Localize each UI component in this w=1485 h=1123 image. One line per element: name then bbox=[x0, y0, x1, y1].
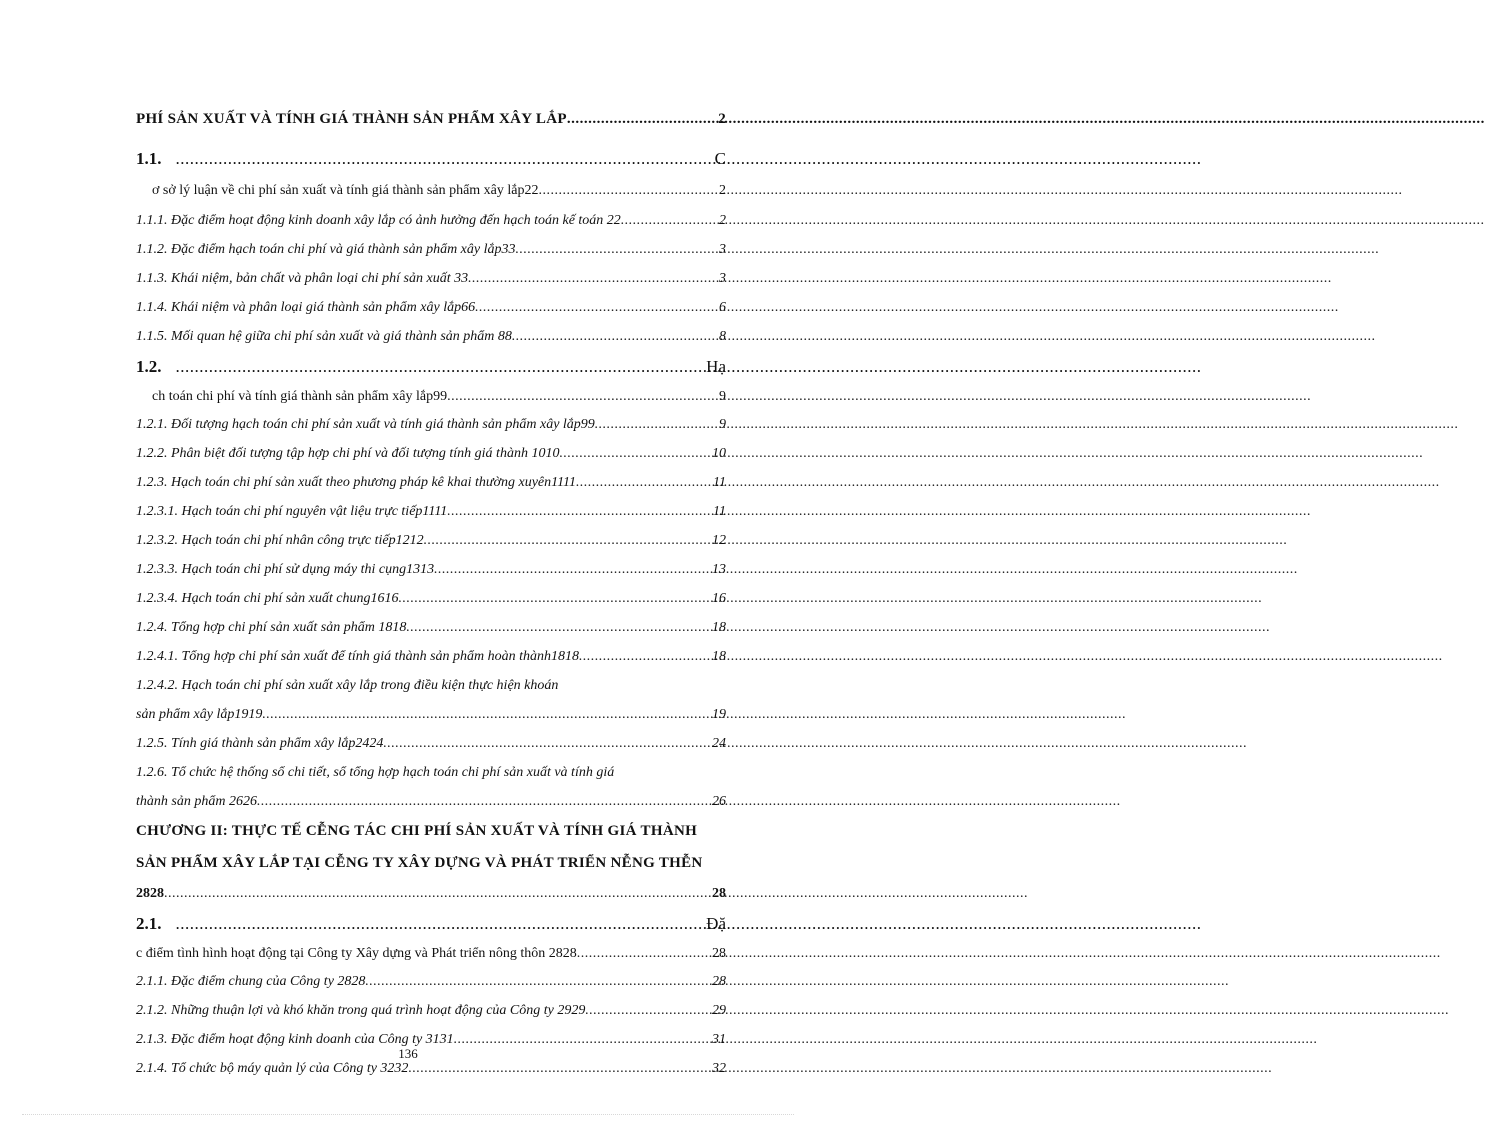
toc-chapter2-line2[interactable]: SẢN PHẨM XÂY LẮP TẠI CỄNG TY XÂY DỰNG VÀ PHÁT TRIỂN NỄNG THỄN bbox=[136, 855, 703, 871]
toc-entry-1-2-4-1[interactable]: 1.2.4.1. Tổng hợp chi phí sản xuất để tính giá thành sản phẩm hoàn thành1818 ..... 18 bbox=[136, 648, 726, 666]
toc-entry-2-1-1[interactable]: 2.1.1. Đặc điểm chung của Công ty 2828 ..... 28 bbox=[136, 973, 726, 991]
toc-entry-1-2[interactable]: 1.2. ..... Hạ bbox=[136, 358, 726, 380]
toc-entry-1-1-1[interactable]: 1.1.1. Đặc điểm hoạt động kinh doanh xây lắp có ảnh hưởng đến hạch toán kế toán 22 ..... 2 bbox=[136, 212, 726, 230]
toc-entry-1-2-3-1[interactable]: 1.2.3.1. Hạch toán chi phí nguyên vật liệu trực tiếp1111 ..... 11 bbox=[136, 503, 726, 521]
toc-entry-2-1-3[interactable]: 2.1.3. Đặc điểm hoạt động kinh doanh của Công ty 3131 ..... 31 bbox=[136, 1031, 726, 1049]
toc-entry-1-2-6-line1[interactable]: 1.2.6. Tổ chức hệ thống sổ chi tiết, sổ tổng hợp hạch toán chi phí sản xuất và tính giá bbox=[136, 765, 615, 780]
toc-entry-1-2-3[interactable]: 1.2.3. Hạch toán chi phí sản xuất theo phương pháp kê khai thường xuyên1111 ..... 11 bbox=[136, 474, 726, 492]
toc-entry-1-1-cont[interactable]: ơ sở lý luận về chi phí sản xuất và tính giá thành sản phẩm xây lắp22 ..... 2 bbox=[136, 182, 726, 202]
toc-entry-1-1-3[interactable]: 1.1.3. Khái niệm, bản chất và phân loại chi phí sản xuất 33 ..... 3 bbox=[136, 270, 726, 288]
toc-entry-2-1-4[interactable]: 2.1.4. Tổ chức bộ máy quản lý của Công ty 3232 ..... 32 bbox=[136, 1060, 726, 1078]
table-of-contents bbox=[136, 110, 726, 1078]
toc-entry-1-2-5[interactable]: 1.2.5. Tính giá thành sản phẩm xây lắp2424 ..... 24 bbox=[136, 735, 726, 753]
toc-entry-1-2-1[interactable]: 1.2.1. Đối tượng hạch toán chi phí sản xuất và tính giá thành sản phẩm xây lắp99 ..... 9 bbox=[136, 416, 726, 434]
toc-entry-1-2-6[interactable]: thành sản phẩm 2626 ..... 26 bbox=[136, 793, 726, 811]
toc-entry-chapter2[interactable]: 2828 ..... 28 bbox=[136, 885, 726, 903]
toc-entry-2-1-cont[interactable]: c điểm tình hình hoạt động tại Công ty Xây dựng và Phát triển nông thôn 2828 ..... 28 bbox=[136, 945, 726, 963]
toc-entry-1-2-3-3[interactable]: 1.2.3.3. Hạch toán chi phí sử dụng máy thi cụng1313 ..... 13 bbox=[136, 561, 726, 579]
toc-entry-1-2-4-2-line1[interactable]: 1.2.4.2. Hạch toán chi phí sản xuất xây lắp trong điều kiện thực hiện khoán bbox=[136, 678, 559, 693]
toc-entry-1-2-cont[interactable]: ch toán chi phí và tính giá thành sản phẩm xây lắp99 ..... 9 bbox=[136, 388, 726, 408]
toc-entry-1-1[interactable]: 1.1. ..... C bbox=[136, 150, 726, 172]
toc-entry-1-1-5[interactable]: 1.1.5. Mối quan hệ giữa chi phí sản xuất và giá thành sản phẩm 88 ..... 8 bbox=[136, 328, 726, 346]
toc-entry-chapter1-title[interactable]: PHÍ SẢN XUẤT VÀ TÍNH GIÁ THÀNH SẢN PHẨM XÂY LẮP ..... 2 bbox=[136, 110, 726, 136]
page-number: 136 bbox=[398, 1046, 418, 1061]
toc-entry-1-2-3-2[interactable]: 1.2.3.2. Hạch toán chi phí nhân công trực tiếp1212 ..... 12 bbox=[136, 532, 726, 550]
toc-entry-1-2-4[interactable]: 1.2.4. Tổng hợp chi phí sản xuất sản phẩm 1818 ..... 18 bbox=[136, 619, 726, 637]
toc-chapter2-line1[interactable]: CHƯƠNG II: THỰC TẾ CỄNG TÁC CHI PHÍ SẢN XUẤT VÀ TÍNH GIÁ THÀNH bbox=[136, 823, 698, 839]
toc-entry-1-2-4-2[interactable]: sản phẩm xây lắp1919 ..... 19 bbox=[136, 706, 726, 724]
toc-entry-2-1-2[interactable]: 2.1.2. Những thuận lợi và khó khăn trong quá trình hoạt động của Công ty 2929 ..... 29 bbox=[136, 1002, 726, 1020]
toc-entry-1-2-2[interactable]: 1.2.2. Phân biệt đối tượng tập hợp chi phí và đối tượng tính giá thành 1010 ..... 10 bbox=[136, 445, 726, 463]
toc-entry-1-1-4[interactable]: 1.1.4. Khái niệm và phân loại giá thành sản phẩm xây lắp66 ..... 6 bbox=[136, 299, 726, 317]
toc-entry-1-2-3-4[interactable]: 1.2.3.4. Hạch toán chi phí sản xuất chung1616 ..... 16 bbox=[136, 590, 726, 608]
page-bottom-divider bbox=[22, 1114, 794, 1115]
toc-entry-1-1-2[interactable]: 1.1.2. Đặc điểm hạch toán chi phí và giá thành sản phẩm xây lắp33 ..... 3 bbox=[136, 241, 726, 259]
toc-entry-2-1[interactable]: 2.1. ..... Đặ bbox=[136, 915, 726, 937]
